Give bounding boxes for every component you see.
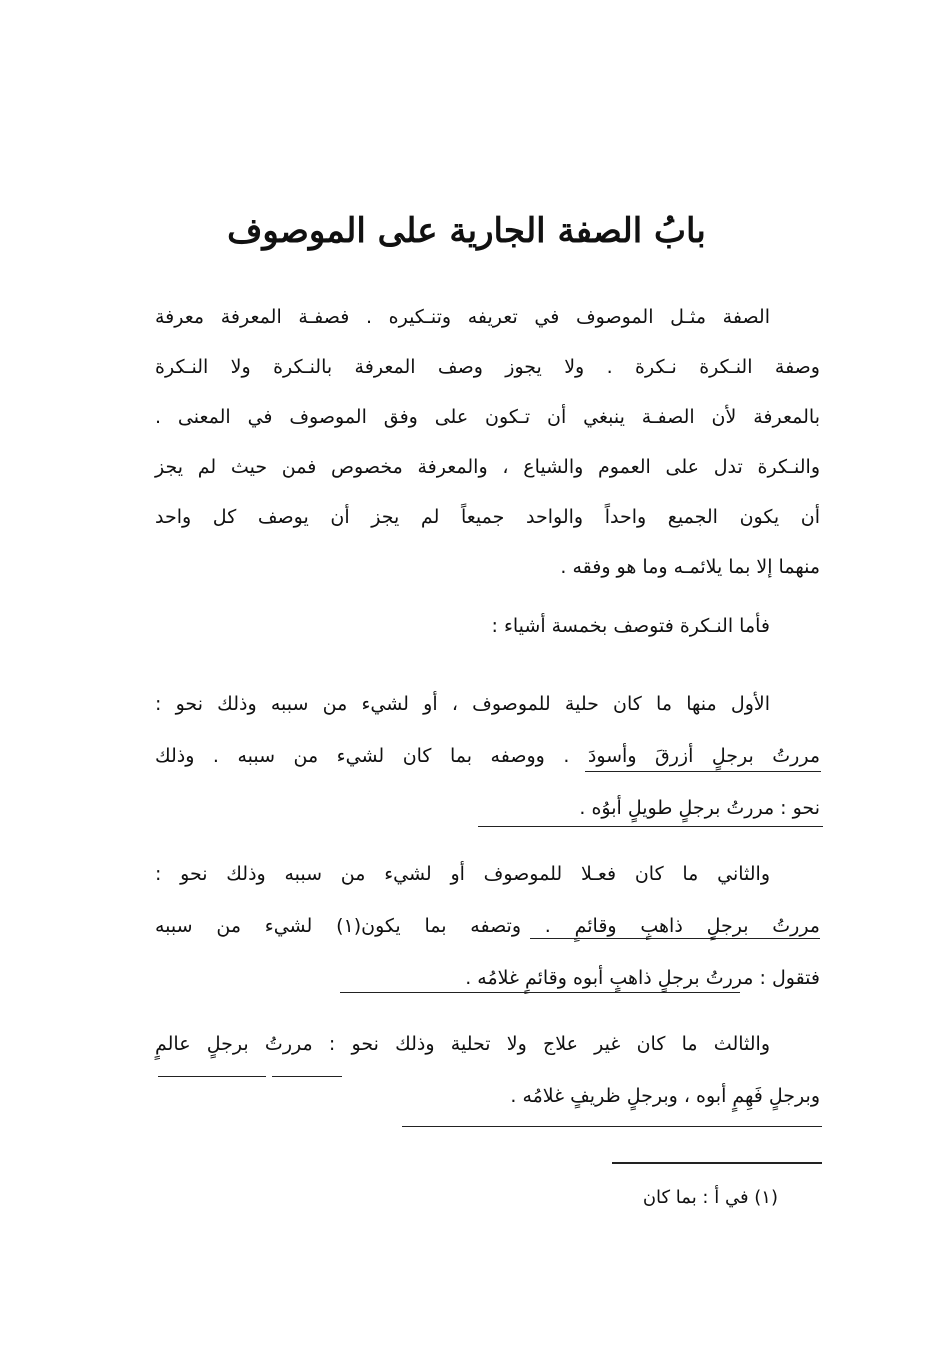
intro-paragraph: [155, 292, 820, 592]
pen-underline: [478, 826, 823, 827]
paragraph-line: مررتُ برجلٍ ذاهبٍ وقائمٍ . وتصفه بما يكون(١) لشيء من سببه: [155, 915, 820, 937]
footnote-divider: [612, 1162, 822, 1164]
intro-line: منهما إلا بما يلائمـه وما هو وفقه .: [560, 556, 820, 578]
paragraph-line: مررتُ برجلٍ أزرقَ وأسودَ . ووصفه بما كان لشيء من سببه . وذلك: [155, 745, 820, 767]
pen-underline: [585, 771, 821, 772]
chapter-title: بابُ الصفة الجارية على الموصوف: [227, 211, 706, 251]
pen-underline: [530, 938, 820, 939]
paragraph-line: والثاني ما كان فعـلا للموصوف أو لشيء من سببه وذلك نحو :: [155, 863, 770, 885]
pen-underline: [340, 992, 740, 993]
pen-underline: [402, 1126, 822, 1127]
paragraph-line: فتقول : مررتُ برجلٍ ذاهبٍ أبوه وقائمٍ غلامُه .: [465, 967, 820, 989]
footnote: (١) في أ : بما كان: [642, 1187, 778, 1208]
intro-line: أن يكون الجميع واحداً والواحد جميعاً لم يجز أن يوصف كل واحد: [155, 506, 820, 528]
third-type-paragraph: [155, 1018, 820, 1122]
paragraph-line: والثالث ما كان غير علاج ولا تحلية وذلك نحو : مررتُ برجلٍ عالمٍ: [155, 1033, 770, 1055]
lead-sentence: فأما النـكرة فتوصف بخمسة أشياء :: [491, 615, 770, 637]
intro-line: وصفة النـكرة نـكرة . ولا يجوز وصف المعرفة بالنـكرة ولا النـكرة: [155, 356, 820, 378]
paragraph-line: الأول منها ما كان حلية للموصوف ، أو لشيء من سببه وذلك نحو :: [155, 693, 770, 715]
paragraph-line: وبرجلٍ فَهِمٍ أبوه ، وبرجلٍ ظريفٍ غلامُه .: [510, 1085, 820, 1107]
pen-underline: [272, 1076, 342, 1077]
intro-line: الصفة مثـل الموصوف في تعريفه وتنـكيره . فصفـة المعرفة معرفة: [155, 306, 770, 328]
intro-line: بالمعرفة لأن الصفـة ينبغي أن تـكون على وفق الموصوف في المعنى .: [155, 406, 820, 428]
pen-underline: [158, 1076, 266, 1077]
paragraph-line: نحو : مررتُ برجلٍ طويلٍ أبوُه .: [579, 797, 820, 819]
intro-line: والنـكرة تدل على العموم والشياع ، والمعرفة مخصوص فمن حيث لم يجز: [155, 456, 820, 478]
first-type-paragraph: [155, 678, 820, 834]
second-type-paragraph: [155, 848, 820, 1004]
